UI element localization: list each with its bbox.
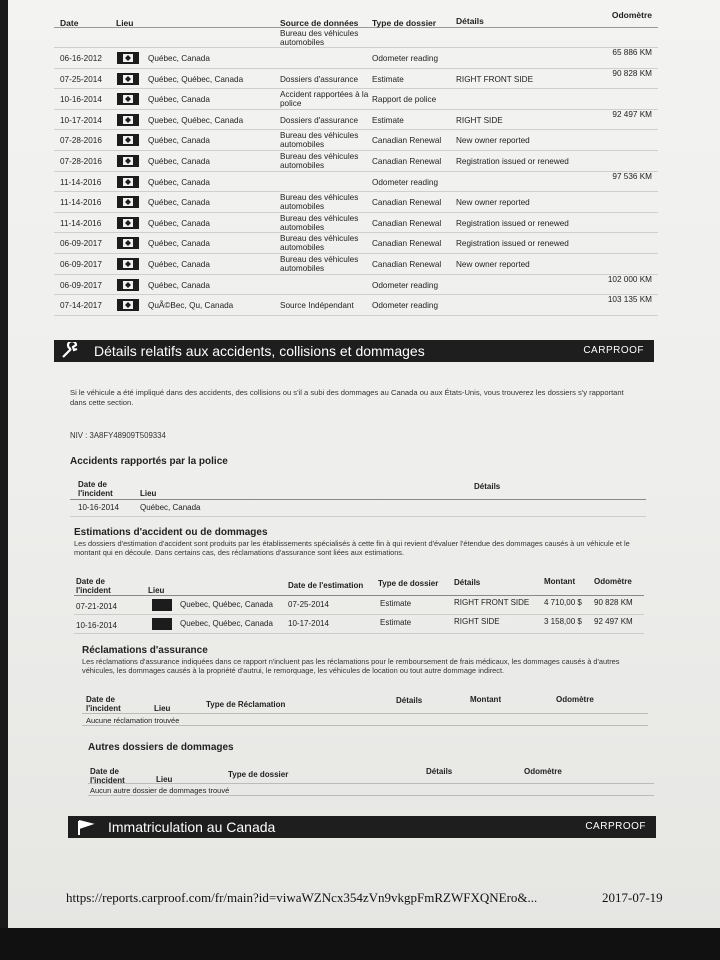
estimates-intro: Les dossiers d'estimation d'accident sont produits par les établissements spécialisés à cette fin à qui revient d'évaluer l'étendue des dommages causés à un véhicule et le montant qui en découle. Dans certains cas, des réclamations d'assurance sont liées aux estimations. xyxy=(74,539,630,557)
estimates-rows xyxy=(74,596,644,634)
canada-flag-icon xyxy=(117,73,139,85)
registration-title: Immatriculation au Canada xyxy=(108,819,276,835)
row-odometer: 90 828 KM xyxy=(612,68,652,78)
row-type: Canadian Renewal xyxy=(372,259,442,269)
claims-title: Réclamations d'assurance xyxy=(82,645,208,656)
est-details: RIGHT SIDE xyxy=(454,617,500,626)
row-date: 06-09-2017 xyxy=(60,259,102,269)
row-type: Canadian Renewal xyxy=(372,156,442,166)
row-source: Bureau des véhicules automobiles xyxy=(280,234,359,253)
row-lieu: Québec, Canada xyxy=(148,54,210,63)
police-title: Accidents rapportés par la police xyxy=(70,456,228,467)
footer-url: https://reports.carproof.com/fr/main?id=viwaWZNcx354zVn9vkgpFmRZWFXQNEro&... xyxy=(66,890,538,905)
row-type: Odometer reading xyxy=(372,280,438,290)
canada-flag-icon xyxy=(117,155,139,167)
history-fragment-row: Bureau des véhicules automobiles xyxy=(54,28,658,48)
row-odometer: 102 000 KM xyxy=(607,274,652,284)
history-row xyxy=(54,192,658,213)
row-source: Dossiers d'assurance xyxy=(280,74,359,84)
police-row: 10-16-2014 Québec, Canada xyxy=(70,500,646,517)
est-lieu: Quebec, Québec, Canada xyxy=(180,619,273,628)
row-lieu: Québec, Canada xyxy=(148,239,210,249)
canada-flag-icon xyxy=(117,134,139,146)
row-details: New owner reported xyxy=(456,198,530,208)
row-lieu: QuÃ©Bec, Qu, Canada xyxy=(148,301,234,311)
row-date: 07-28-2016 xyxy=(60,156,102,166)
accidents-title: Détails relatifs aux accidents, collisions et dommages xyxy=(94,343,425,359)
col-lieu: Lieu xyxy=(116,18,134,28)
row-odometer: 103 135 KM xyxy=(607,295,652,305)
other-title: Autres dossiers de dommages xyxy=(88,742,234,753)
row-type: Canadian Renewal xyxy=(372,239,442,249)
row-date: 11-14-2016 xyxy=(60,177,102,187)
est-details: RIGHT FRONT SIDE xyxy=(454,598,530,607)
row-lieu: Québec, Canada xyxy=(148,259,210,269)
row-type: Odometer reading xyxy=(372,54,438,63)
est-type: Estimate xyxy=(380,618,412,627)
carproof-brand: CARPROOF xyxy=(583,345,644,356)
police-table xyxy=(70,478,646,517)
claims-header: Date de l'incident Lieu Type de Réclamation Détails Montant Odomètre xyxy=(82,692,648,714)
history-row xyxy=(54,151,658,172)
row-details: RIGHT SIDE xyxy=(456,115,503,125)
estimates-table xyxy=(74,576,644,634)
col-source: Source de données xyxy=(280,18,359,28)
row-source: Source Indépendant xyxy=(280,301,354,311)
history-row xyxy=(54,89,658,110)
police-header: Date de l'incident Lieu Détails xyxy=(70,478,646,500)
registration-banner xyxy=(68,816,656,838)
row-source: Bureau des véhicules automobiles xyxy=(280,213,359,232)
history-row xyxy=(54,275,658,296)
row-details: Registration issued or renewed xyxy=(456,156,569,166)
claims-intro: Les réclamations d'assurance indiquées dans ce rapport n'incluent pas les réclamations pour le remboursement de frais médicaux, les dommages causés à d'autres véhicules, les dommages causés à la propriété d'autrui, le remorquage, les véhicules de location ou tout autre dommage indirect. xyxy=(82,657,620,675)
claims-empty: Aucune réclamation trouvée xyxy=(86,716,180,725)
row-date: 07-25-2014 xyxy=(60,74,102,84)
canada-flag-icon xyxy=(152,618,172,630)
row-type: Canadian Renewal xyxy=(372,136,442,146)
row-date: 07-14-2017 xyxy=(60,301,102,311)
history-table xyxy=(54,8,658,316)
report-page xyxy=(8,0,720,928)
row-type: Rapport de police xyxy=(372,95,437,105)
est-type: Estimate xyxy=(380,599,412,608)
row-details: Registration issued or renewed xyxy=(456,218,569,228)
row-source: Bureau des véhicules automobiles xyxy=(280,193,359,212)
canada-flag-icon xyxy=(117,196,139,208)
row-details: RIGHT FRONT SIDE xyxy=(456,74,534,84)
col-date: Date xyxy=(60,18,79,28)
background-surface xyxy=(0,928,720,960)
row-type: Odometer reading xyxy=(372,177,438,187)
carproof-brand-2: CARPROOF xyxy=(585,821,646,832)
row-lieu: Québec, Canada xyxy=(148,198,210,208)
col-odometre: Odomètre xyxy=(611,10,652,20)
row-type: Estimate xyxy=(372,115,404,125)
row-lieu: Québec, Canada xyxy=(148,156,210,166)
row-date: 06-16-2012 xyxy=(60,54,102,63)
other-empty: Aucun autre dossier de dommages trouvé xyxy=(90,786,230,795)
row-date: 11-14-2016 xyxy=(60,198,102,208)
row-date: 06-09-2017 xyxy=(60,280,102,290)
row-type: Canadian Renewal xyxy=(372,198,442,208)
footer-date: 2017-07-19 xyxy=(602,890,663,905)
claims-empty-row xyxy=(82,714,648,726)
other-empty-row xyxy=(88,784,654,796)
row-lieu: Québec, Canada xyxy=(148,95,210,105)
row-date: 10-16-2014 xyxy=(60,95,102,105)
row-date: 11-14-2016 xyxy=(60,218,102,228)
estimates-title: Estimations d'accident ou de dommages xyxy=(74,527,268,538)
canada-flag-icon xyxy=(117,237,139,249)
history-row xyxy=(54,254,658,275)
row-lieu: Québec, Canada xyxy=(148,218,210,228)
est-estimate-date: 10-17-2014 xyxy=(288,619,329,628)
est-odometer: 90 828 KM xyxy=(594,598,633,607)
row-details: New owner reported xyxy=(456,259,530,269)
row-lieu: Québec, Canada xyxy=(148,177,210,187)
row-source: Bureau des véhicules automobiles xyxy=(280,131,359,150)
est-montant: 4 710,00 $ xyxy=(544,598,582,607)
canada-flag-icon xyxy=(117,114,139,126)
estimate-row xyxy=(74,615,644,634)
history-row xyxy=(54,295,658,316)
col-details: Détails xyxy=(456,16,484,26)
canada-flag-icon xyxy=(117,279,139,291)
row-lieu: Québec, Québec, Canada xyxy=(148,74,244,84)
row-date: 07-28-2016 xyxy=(60,136,102,146)
wrench-icon xyxy=(60,342,82,360)
row-odometer: 65 886 KM xyxy=(612,48,652,57)
flag-icon xyxy=(74,818,96,836)
history-row xyxy=(54,213,658,234)
row-date: 06-09-2017 xyxy=(60,239,102,249)
canada-flag-icon xyxy=(117,258,139,270)
row-type: Canadian Renewal xyxy=(372,218,442,228)
est-date: 07-21-2014 xyxy=(76,602,117,611)
canada-flag-icon xyxy=(152,599,172,611)
history-rows xyxy=(54,48,658,316)
history-row xyxy=(54,172,658,193)
history-row xyxy=(54,130,658,151)
est-odometer: 92 497 KM xyxy=(594,617,633,626)
history-row xyxy=(54,110,658,131)
vin-label: NIV : 3A8FY48909T509334 xyxy=(70,431,166,440)
row-source: Bureau des véhicules automobiles xyxy=(280,151,359,170)
accidents-banner xyxy=(54,340,654,362)
row-source: Dossiers d'assurance xyxy=(280,115,359,125)
row-odometer: 97 536 KM xyxy=(612,171,652,181)
row-lieu: Québec, Canada xyxy=(148,280,210,290)
other-header: Date de l'incident Lieu Type de dossier Détails Odomètre xyxy=(88,764,654,784)
row-odometer: 92 497 KM xyxy=(612,109,652,119)
est-montant: 3 158,00 $ xyxy=(544,617,582,626)
row-details: New owner reported xyxy=(456,136,530,146)
row-lieu: Québec, Canada xyxy=(148,136,210,146)
canada-flag-icon xyxy=(117,52,139,64)
row-type: Odometer reading xyxy=(372,301,438,311)
estimate-row xyxy=(74,596,644,615)
row-details: Registration issued or renewed xyxy=(456,239,569,249)
canada-flag-icon xyxy=(117,93,139,105)
row-source: Bureau des véhicules automobiles xyxy=(280,254,359,273)
canada-flag-icon xyxy=(117,176,139,188)
canada-flag-icon xyxy=(117,217,139,229)
history-row xyxy=(54,48,658,69)
history-row xyxy=(54,233,658,254)
est-estimate-date: 07-25-2014 xyxy=(288,600,329,609)
est-lieu: Quebec, Québec, Canada xyxy=(180,600,273,609)
row-date: 10-17-2014 xyxy=(60,115,102,125)
history-header xyxy=(54,8,658,28)
canada-flag-icon xyxy=(117,299,139,311)
est-date: 10-16-2014 xyxy=(76,621,117,630)
estimates-header: Date de l'incident Lieu Date de l'estimation Type de dossier Détails Montant Odomètre xyxy=(74,576,644,596)
row-lieu: Quebec, Québec, Canada xyxy=(148,115,244,125)
row-source: Accident rapportées à la police xyxy=(280,90,369,109)
other-table xyxy=(88,764,654,796)
col-type: Type de dossier xyxy=(372,18,437,28)
claims-table xyxy=(82,692,648,726)
row-type: Estimate xyxy=(372,74,404,84)
accidents-intro: Si le véhicule a été impliqué dans des accidents, des collisions ou s'il a subi des dommages au Canada ou aux États-Unis, vous trouverez les dossiers s'y rapportant dans cette section. xyxy=(70,388,624,407)
history-row xyxy=(54,69,658,90)
